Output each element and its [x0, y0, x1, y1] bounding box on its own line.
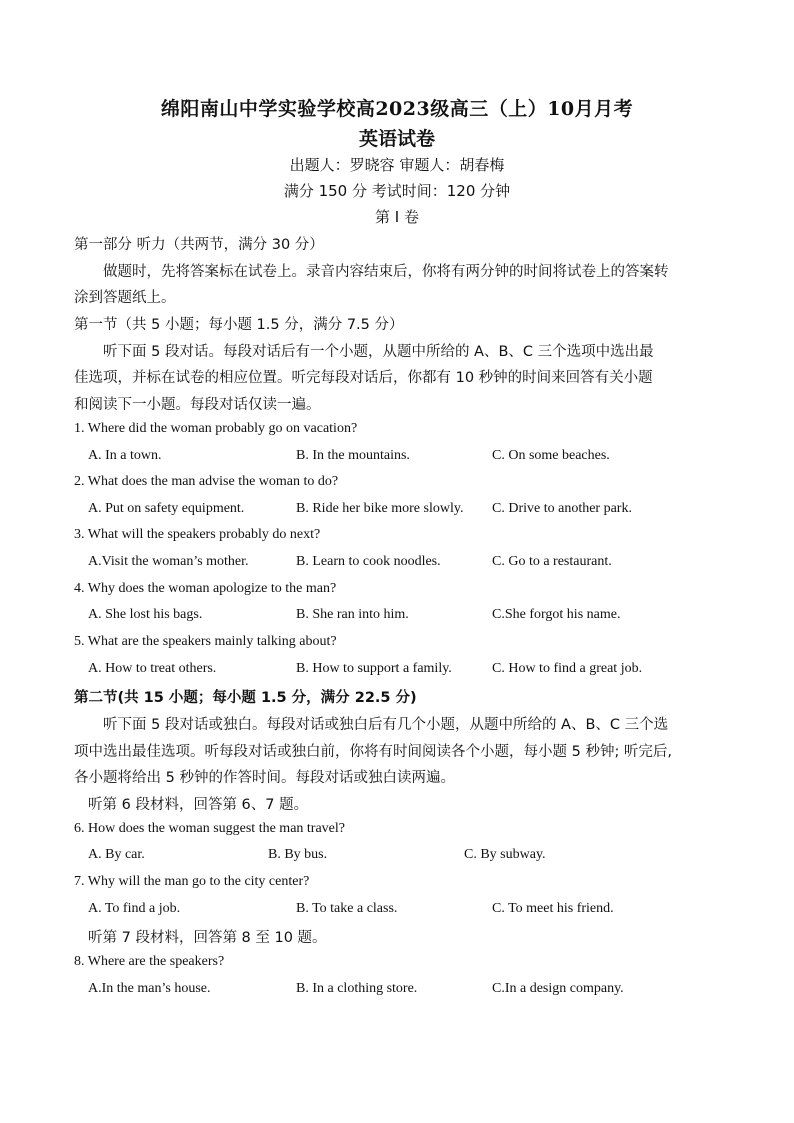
- question-6-option-c: C. By subway.: [464, 847, 546, 862]
- part1-heading: 第一部分 听力（共两节，满分 30 分）: [74, 237, 324, 253]
- material-6-heading: 听第 6 段材料，回答第 6、7 题。: [88, 797, 309, 813]
- authors-line: 出题人：罗晓容 审题人：胡春梅: [289, 156, 505, 174]
- question-3-option-c: C. Go to a restaurant.: [492, 554, 612, 569]
- question-2-option-c: C. Drive to another park.: [492, 501, 632, 516]
- question-8: 8. Where are the speakers?: [74, 954, 225, 969]
- question-4-option-a: A. She lost his bags.: [88, 607, 203, 622]
- question-4-option-c: C.She forgot his name.: [492, 607, 621, 622]
- question-7-option-c: C. To meet his friend.: [492, 901, 614, 916]
- question-6-option-a: A. By car.: [88, 847, 145, 862]
- volume-label: 第 I 卷: [375, 208, 419, 226]
- question-6-option-b: B. By bus.: [268, 847, 328, 862]
- section2-instruction-3: 各小题将给出 5 秒钟的作答时间。每段对话或独白读两遍。: [74, 770, 455, 786]
- section1-instruction-2: 佳选项，并标在试卷的相应位置。听完每段对话后，你都有 10 秒钟的时间来回答有关小题: [74, 370, 653, 386]
- section1-instruction-3: 和阅读下一小题。每段对话仅读一遍。: [74, 397, 321, 413]
- question-6: 6. How does the woman suggest the man travel?: [74, 821, 345, 836]
- section2-heading: 第二节(共 15 小题；每小题 1.5 分，满分 22.5 分): [74, 690, 417, 706]
- section1-heading: 第一节（共 5 小题；每小题 1.5 分，满分 7.5 分）: [74, 317, 404, 333]
- question-8-option-b: B. In a clothing store.: [296, 981, 418, 996]
- question-5-option-c: C. How to find a great job.: [492, 661, 643, 676]
- question-8-option-c: C.In a design company.: [492, 981, 624, 996]
- question-1: 1. Where did the woman probably go on vacation?: [74, 421, 358, 436]
- question-2-option-a: A. Put on safety equipment.: [88, 501, 245, 516]
- section1-instruction-1: 听下面 5 段对话。每段对话后有一个小题，从题中所给的 A、B、C 三个选项中选出最: [103, 344, 654, 360]
- section2-instruction-2: 项中选出最佳选项。听每段对话或独白前，你将有时间阅读各个小题，每小题 5 秒钟; 听完后,: [74, 744, 673, 760]
- question-7-option-b: B. To take a class.: [296, 901, 398, 916]
- question-5: 5. What are the speakers mainly talking about?: [74, 634, 337, 649]
- question-3-option-b: B. Learn to cook noodles.: [296, 554, 441, 569]
- question-5-option-a: A. How to treat others.: [88, 661, 217, 676]
- question-1-option-a: A. In a town.: [88, 448, 162, 463]
- part1-instruction-1: 做题时，先将答案标在试卷上。录音内容结束后，你将有两分钟的时间将试卷上的答案转: [103, 264, 669, 280]
- question-3-option-a: A.Visit the woman’s mother.: [88, 554, 249, 569]
- question-1-option-c: C. On some beaches.: [492, 448, 610, 463]
- question-1-option-b: B. In the mountains.: [296, 448, 410, 463]
- question-2-option-b: B. Ride her bike more slowly.: [296, 501, 464, 516]
- exam-title: 绵阳南山中学实验学校高2023级高三（上）10月月考: [160, 98, 634, 120]
- exam-subtitle: 英语试卷: [358, 128, 435, 150]
- question-8-option-a: A.In the man’s house.: [88, 981, 211, 996]
- question-2: 2. What does the man advise the woman to do?: [74, 474, 339, 489]
- question-4: 4. Why does the woman apologize to the man?: [74, 581, 337, 596]
- score-time-line: 满分 150 分 考试时间：120 分钟: [283, 182, 511, 200]
- material-7-heading: 听第 7 段材料，回答第 8 至 10 题。: [88, 930, 327, 946]
- question-7-option-a: A. To find a job.: [88, 901, 181, 916]
- question-7: 7. Why will the man go to the city center?: [74, 874, 310, 889]
- section2-instruction-1: 听下面 5 段对话或独白。每段对话或独白后有几个小题，从题中所给的 A、B、C 三个选: [103, 717, 669, 733]
- part1-instruction-2: 涂到答题纸上。: [74, 290, 176, 306]
- question-3: 3. What will the speakers probably do next?: [74, 527, 321, 542]
- question-4-option-b: B. She ran into him.: [296, 607, 409, 622]
- question-5-option-b: B. How to support a family.: [296, 661, 452, 676]
